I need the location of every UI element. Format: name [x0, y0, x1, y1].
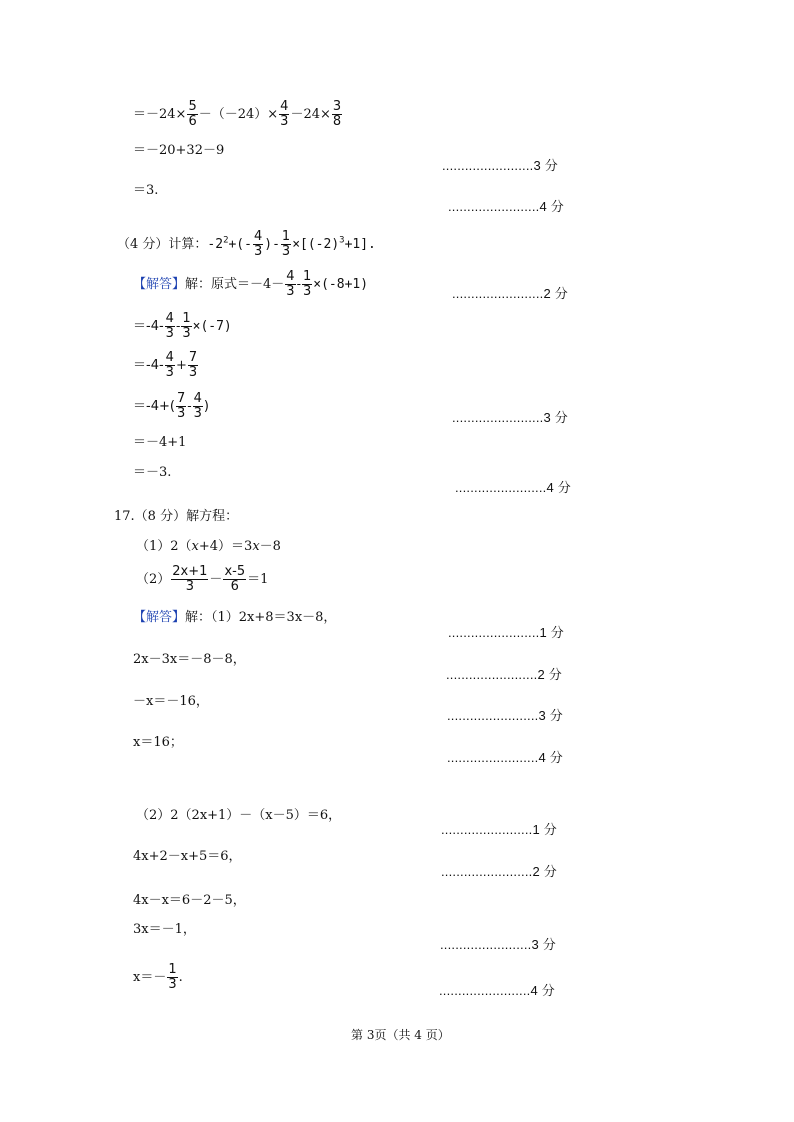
- fraction-numerator: 1: [302, 269, 312, 284]
- operator: +: [175, 358, 187, 373]
- operator: -: [175, 319, 181, 334]
- fraction: [165, 351, 175, 380]
- fraction-denominator: 3: [182, 326, 191, 341]
- prev-step-line-3: ＝3.: [133, 183, 159, 198]
- answer-17-line-1: [133, 610, 336, 626]
- answer-step-6: ＝－3.: [133, 465, 172, 480]
- page-footer: 第 3页（共 4 页）: [351, 1028, 450, 1042]
- answer-step-5: ＝－4+1: [133, 435, 187, 450]
- prev-step-1-prefix: ＝－24×: [133, 107, 187, 122]
- score-mark: ........................1 分: [448, 625, 564, 640]
- answer-17-line-2: 2x－3x＝－8－8，: [133, 652, 246, 667]
- score-mark: ........................2 分: [441, 864, 557, 879]
- fraction-numerator: 1: [168, 962, 177, 977]
- answer-text: .: [178, 970, 183, 985]
- fraction-denominator: 3: [188, 365, 198, 380]
- question-part-4: [117, 230, 376, 259]
- prev-step-line-1: [133, 100, 343, 129]
- score-mark: ........................3 分: [452, 410, 568, 425]
- score-mark: ........................4 分: [447, 750, 563, 765]
- operator: －: [209, 572, 223, 587]
- fraction-denominator: 8: [332, 114, 342, 129]
- operator: -: [187, 399, 192, 414]
- prev-step-1-mid2: －24×: [290, 107, 331, 122]
- prev-step-1-mid: －（－24）×: [198, 107, 279, 122]
- fraction: [253, 230, 263, 259]
- expression-text: $-2^2+(-$: [207, 235, 252, 252]
- equation-rhs: ＝1: [247, 572, 269, 587]
- fraction-denominator: 3: [193, 406, 202, 421]
- fraction-denominator: 3: [168, 977, 177, 992]
- fraction: [281, 230, 291, 259]
- answer-line-1: [133, 270, 368, 299]
- answer-17-line-4: x＝16；: [133, 735, 183, 750]
- score-mark: ........................1 分: [441, 822, 557, 837]
- fraction: [187, 100, 197, 129]
- fraction-denominator: 3: [280, 114, 289, 129]
- score-mark: ........................4 分: [439, 983, 555, 998]
- fraction-denominator: 3: [281, 244, 291, 259]
- score-mark: ........................2 分: [446, 667, 562, 682]
- fraction-denominator: 3: [165, 365, 174, 380]
- fraction-numerator: 1: [182, 311, 191, 326]
- fraction: [171, 565, 208, 594]
- fraction: [193, 392, 203, 421]
- answer-tag: 【解答】: [133, 610, 186, 625]
- question-label: （2）: [136, 572, 171, 587]
- fraction-denominator: 3: [185, 579, 194, 594]
- fraction: [188, 351, 198, 380]
- score-mark: ........................2 分: [452, 286, 568, 301]
- step-prefix: ＝-4-: [133, 358, 164, 373]
- prev-step-line-2: ＝－20+32－9: [133, 143, 225, 158]
- answer-17-part2-line-5: [133, 963, 183, 992]
- fraction-numerator: 4: [193, 391, 202, 406]
- fraction-numerator: 4: [286, 269, 295, 284]
- fraction: [285, 270, 295, 299]
- score-mark: ........................4 分: [448, 199, 564, 214]
- fraction: [223, 565, 246, 594]
- expression-text: ×(-8+1): [313, 277, 369, 292]
- score-mark: ........................3 分: [447, 708, 563, 723]
- fraction: [332, 100, 342, 129]
- problem-17-q1: （1）2（x+4）＝3x－8: [136, 539, 281, 554]
- operator: -: [296, 277, 301, 292]
- step-prefix: ＝-4+(: [133, 399, 175, 414]
- expression-text: ×(-7): [192, 319, 232, 334]
- score-mark: ........................3 分: [442, 158, 558, 173]
- fraction-numerator: 1: [281, 229, 291, 244]
- fraction-numerator: x-5: [224, 564, 246, 579]
- fraction-numerator: 4: [280, 99, 289, 114]
- fraction-denominator: 6: [188, 114, 197, 129]
- fraction-numerator: 4: [253, 229, 263, 244]
- answer-step-2: [133, 312, 232, 341]
- fraction-denominator: 3: [165, 326, 174, 341]
- answer-text: 解：（1）2x+8＝3x－8，: [185, 610, 337, 625]
- score-mark: ........................3 分: [440, 937, 556, 952]
- expression-text: )-: [264, 237, 280, 252]
- fraction: [279, 100, 289, 129]
- step-prefix: ＝-4-: [133, 319, 164, 334]
- score-mark: ........................4 分: [455, 480, 571, 495]
- fraction-numerator: 7: [188, 350, 198, 365]
- fraction-numerator: 4: [165, 350, 174, 365]
- step-suffix: ): [203, 399, 209, 414]
- fraction: [165, 312, 175, 341]
- answer-17-line-3: －x＝－16，: [133, 694, 209, 709]
- fraction-denominator: 3: [176, 406, 186, 421]
- fraction-denominator: 6: [230, 579, 239, 594]
- fraction-numerator: 7: [176, 391, 186, 406]
- fraction-denominator: 3: [253, 244, 263, 259]
- answer-17-part2-line-2: 4x+2－x+5＝6，: [133, 849, 242, 864]
- answer-step-4: [133, 392, 209, 421]
- fraction-numerator: 4: [165, 311, 174, 326]
- fraction: [176, 392, 186, 421]
- problem-17-title: 17.（8 分）解方程：: [114, 509, 239, 524]
- fraction: [181, 312, 191, 341]
- fraction: [302, 270, 312, 299]
- answer-17-part2-line-1: （2）2（2x+1）－（x－5）＝6，: [136, 808, 342, 823]
- answer-tag: 【解答】: [133, 277, 186, 292]
- fraction-denominator: 3: [302, 284, 312, 299]
- answer-17-part2-line-4: 3x＝－1，: [133, 922, 196, 937]
- fraction-denominator: 3: [286, 284, 295, 299]
- fraction-numerator: 3: [332, 99, 342, 114]
- question-label: （4 分）计算：: [117, 237, 208, 252]
- fraction-numerator: 2x+1: [172, 564, 208, 579]
- problem-17-q2: [136, 565, 268, 594]
- answer-step-3: [133, 351, 199, 380]
- expression-text: $\times[(-2)^3+1]$.: [292, 235, 376, 252]
- answer-17-part2-line-3: 4x－x＝6－2－5，: [133, 893, 246, 908]
- fraction: [167, 963, 177, 992]
- answer-text: x＝－: [133, 970, 167, 985]
- fraction-numerator: 5: [188, 99, 197, 114]
- answer-intro: 解：原式＝－4－: [185, 277, 285, 292]
